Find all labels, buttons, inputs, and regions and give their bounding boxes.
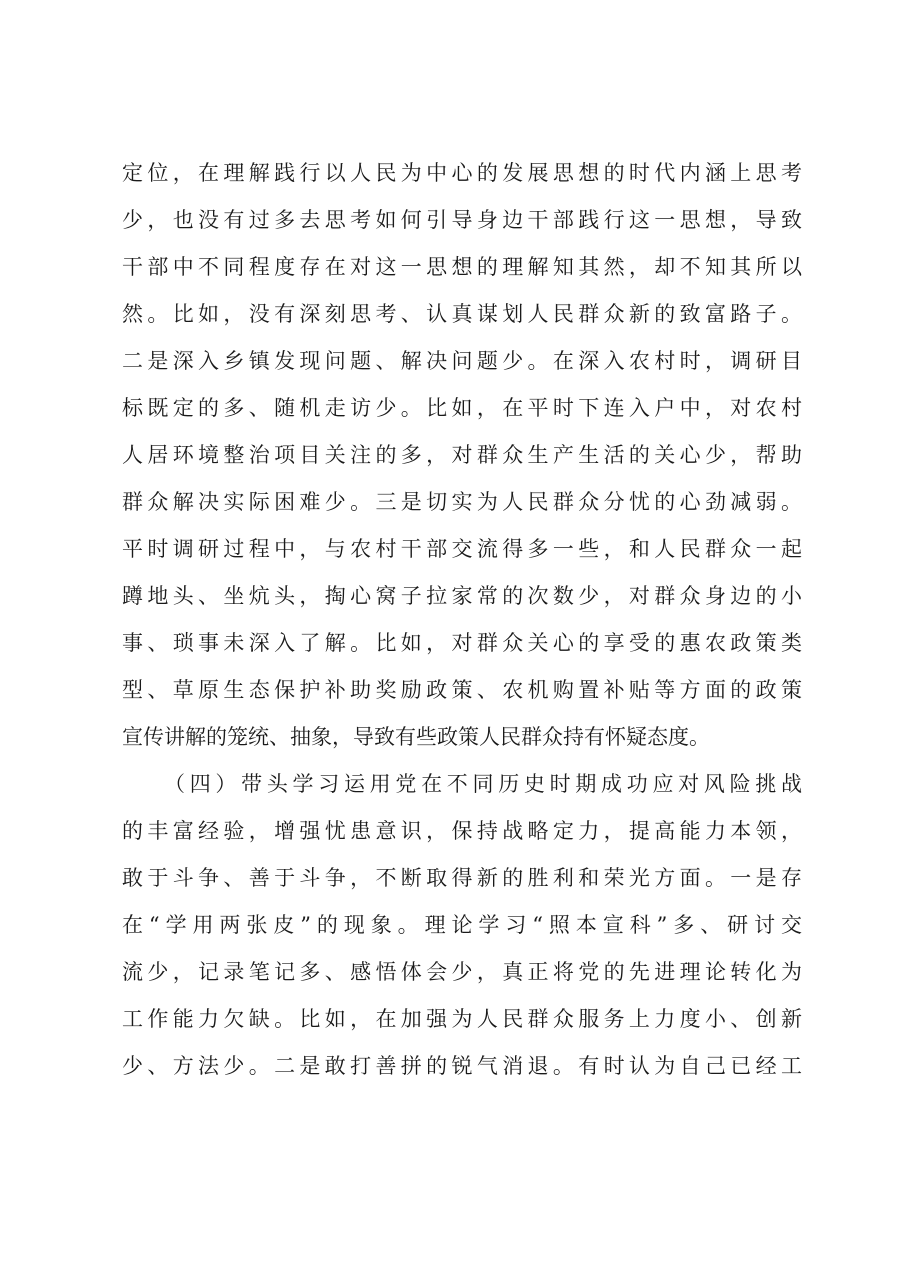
text-line: 然。比如，没有深刻思考、认真谋划人民群众新的致富路子。	[122, 302, 802, 326]
text-line: 二是深入乡镇发现问题、解决问题少。在深入农村时，调研目	[122, 349, 802, 373]
text-line: 标既定的多、随机走访少。比如，在平时下连入户中，对农村	[122, 396, 802, 420]
text-line: 少、方法少。二是敢打善拼的锐气消退。有时认为自己已经工	[122, 1054, 802, 1078]
text-line: 型、草原生态保护补助奖励政策、农机购置补贴等方面的政策	[122, 678, 802, 702]
section-heading-line: （四）带头学习运用党在不同历史时期成功应对风险挑战	[164, 772, 802, 796]
text-line: 干部中不同程度存在对这一思想的理解知其然，却不知其所以	[122, 255, 802, 279]
text-line: 蹲地头、坐炕头，掏心窝子拉家常的次数少，对群众身边的小	[122, 584, 802, 608]
text-line: 敢于斗争、善于斗争，不断取得新的胜利和荣光方面。一是存	[122, 866, 802, 890]
text-line: 平时调研过程中，与农村干部交流得多一些，和人民群众一起	[122, 537, 802, 561]
text-line: 少，也没有过多去思考如何引导身边干部践行这一思想，导致	[122, 208, 802, 232]
body-text	[122, 150, 802, 1090]
text-line: 在“学用两张皮”的现象。理论学习“照本宣科”多、研讨交	[122, 913, 802, 937]
text-line: 工作能力欠缺。比如，在加强为人民群众服务上力度小、创新	[122, 1007, 802, 1031]
text-line: 的丰富经验，增强忧患意识，保持战略定力，提高能力本领，	[122, 819, 802, 843]
text-line: 定位，在理解践行以人民为中心的发展思想的时代内涵上思考	[122, 161, 802, 185]
text-line: 群众解决实际困难少。三是切实为人民群众分忧的心劲减弱。	[122, 490, 802, 514]
text-line: 宣传讲解的笼统、抽象，导致有些政策人民群众持有怀疑态度。	[122, 725, 710, 749]
text-line: 事、琐事未深入了解。比如，对群众关心的享受的惠农政策类	[122, 631, 802, 655]
text-line: 流少，记录笔记多、感悟体会少，真正将党的先进理论转化为	[122, 960, 802, 984]
text-line: 人居环境整治项目关注的多，对群众生产生活的关心少，帮助	[122, 443, 802, 467]
